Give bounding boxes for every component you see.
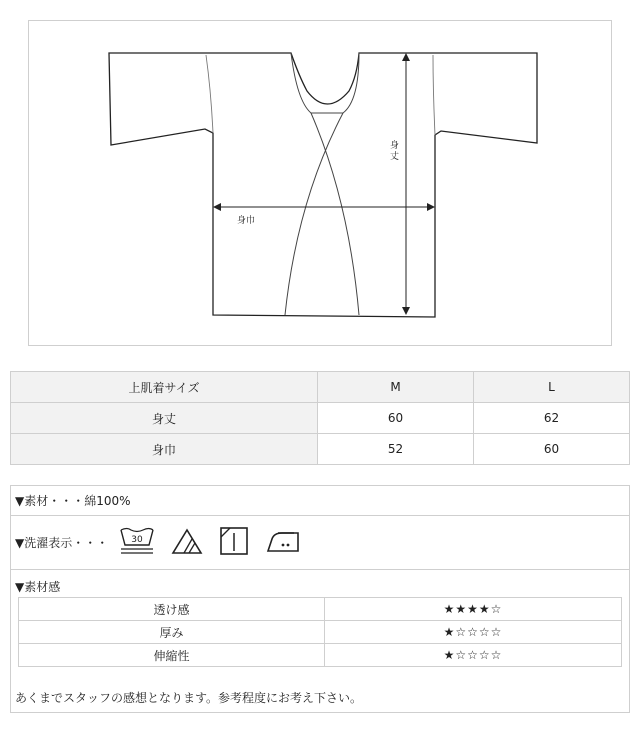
table-row (19, 644, 622, 667)
feel-label-transparency: 透け感 (19, 598, 325, 621)
row-label-length: 身丈 (11, 403, 318, 434)
row-label-width: 身巾 (11, 434, 318, 465)
cell-width-l: 60 (474, 434, 630, 465)
cell-length-m: 60 (318, 403, 474, 434)
garment-diagram (28, 20, 612, 346)
table-row (19, 621, 622, 644)
size-header-m: M (318, 372, 474, 403)
feel-label-stretch: 伸縮性 (19, 644, 325, 667)
iron-medium-icon (264, 526, 302, 559)
material-text: ▼素材・・・綿100% (15, 494, 131, 508)
bleach-non-chlorine-icon (170, 526, 204, 559)
product-info-box (10, 485, 630, 713)
table-row (11, 434, 630, 465)
wash-30-gentle-icon (118, 526, 156, 559)
cell-length-l: 62 (474, 403, 630, 434)
size-table-header (11, 372, 630, 403)
feel-stars-thickness: ★☆☆☆☆ (325, 621, 622, 644)
width-label: 身巾 (237, 216, 256, 226)
garment-outline (29, 21, 613, 347)
feel-table (18, 597, 622, 667)
table-row (19, 598, 622, 621)
line-dry-shade-icon (218, 525, 250, 560)
feel-stars-stretch: ★☆☆☆☆ (325, 644, 622, 667)
wash-row (11, 516, 629, 570)
table-row (11, 403, 630, 434)
wash-icons (118, 525, 302, 560)
size-table (10, 371, 630, 465)
cell-width-m: 52 (318, 434, 474, 465)
feel-stars-transparency: ★★★★☆ (325, 598, 622, 621)
size-header-label: 上肌着サイズ (11, 372, 318, 403)
feel-title: ▼素材感 (15, 579, 61, 594)
material-row (11, 486, 629, 516)
length-label: 身丈 (390, 141, 400, 162)
staff-note: あくまでスタッフの感想となります。参考程度にお考え下さい。 (15, 691, 363, 705)
wash-label: ▼洗濯表示・・・ (15, 536, 109, 550)
wash-temp-text: 30 (131, 535, 143, 545)
feel-label-thickness: 厚み (19, 621, 325, 644)
size-header-l: L (474, 372, 630, 403)
